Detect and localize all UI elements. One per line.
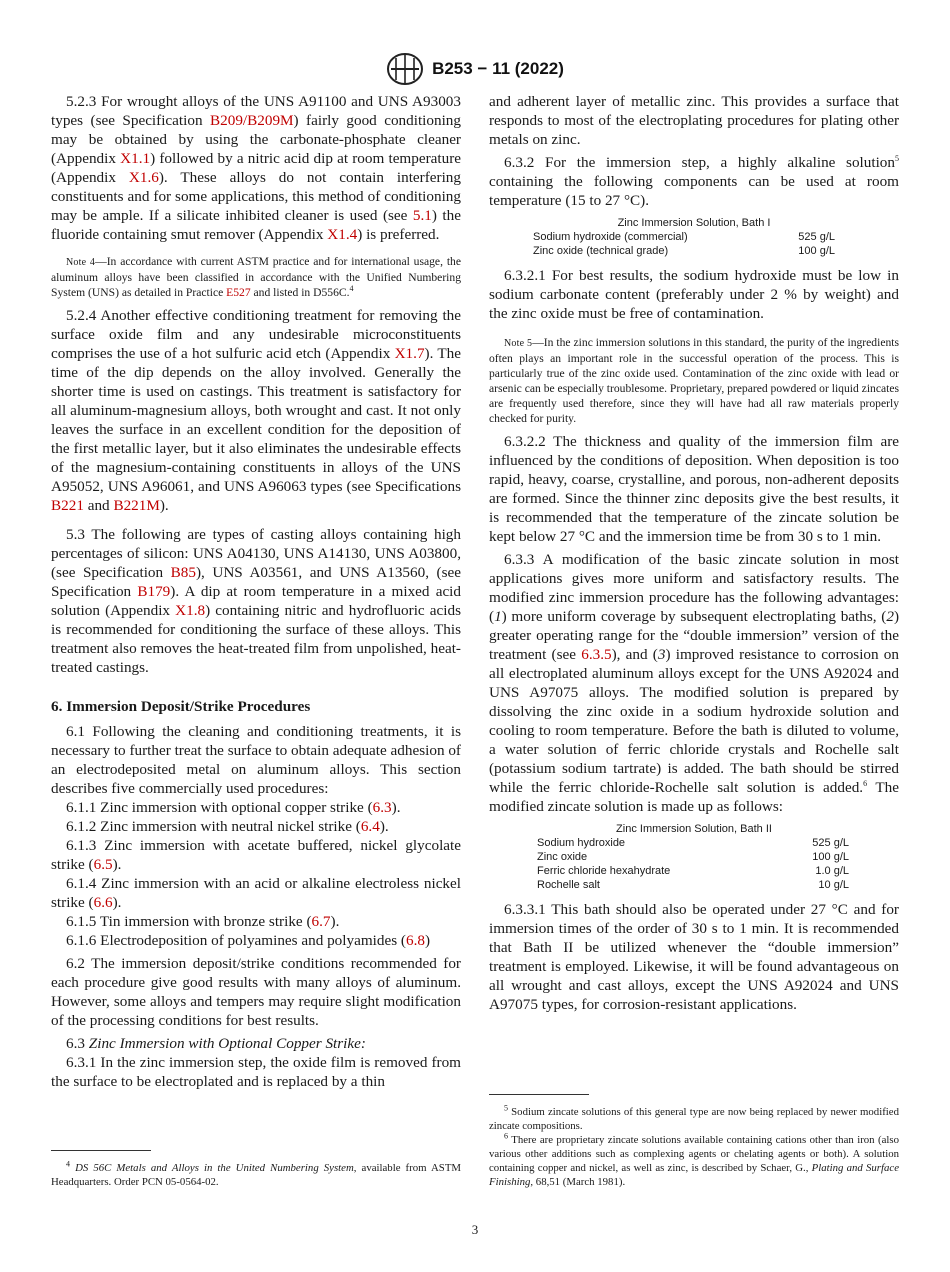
paragraph-6-1-1: 6.1.1 Zinc immersion with optional copper strike (6.3).: [66, 799, 401, 816]
paragraph-6-1: 6.1 Following the cleaning and conditioning treatments, it is necessary to further treat the surface to obtain adequate adhesion of an electrodeposited metal on aluminum alloys. This section describes five commercially used procedures:: [51, 723, 461, 797]
left-column: [51, 92, 461, 1091]
link-6-3-5[interactable]: 6.3.5: [581, 646, 612, 663]
note-5: Note 5—In the zinc immersion solutions in this standard, the purity of the ingredients often plays an important role in the successful operation of the process. This is particularly true of the zinc oxide used. Contamination of the zinc oxide with lead or arsenic can be especially troublesome. Proprietary, prepared powdered or liquid zincates are frequently used therefore, since they will have had all raw materials properly checked for purity.: [489, 336, 900, 425]
link-6-5[interactable]: 6.5: [93, 856, 113, 873]
paragraph-6-2: 6.2 The immersion deposit/strike conditions recommended for each procedure give good results with many alloys of aluminum. However, some alloys and tempers may require slight modification of the processing conditions for best results.: [51, 955, 461, 1029]
paragraph-6-3: 6.3 Zinc Immersion with Optional Copper Strike:: [66, 1035, 366, 1052]
bath-1-table: [489, 216, 899, 258]
footnote-rule: [51, 1150, 151, 1151]
footnote-rule: [489, 1094, 589, 1095]
astm-logo-icon: [386, 52, 424, 86]
bath-2-title: Zinc Immersion Solution, Bath II: [616, 823, 772, 835]
section-6-heading: 6. Immersion Deposit/Strike Procedures: [51, 698, 311, 715]
link-5-1[interactable]: 5.1: [412, 207, 432, 224]
link-6-7[interactable]: 6.7: [311, 913, 331, 930]
table-row: Ferric chloride hexahydrate 1.0 g/L: [537, 865, 849, 877]
paragraph-6-1-2: 6.1.2 Zinc immersion with neutral nickel strike (6.4).: [66, 818, 389, 835]
link-x1-1[interactable]: X1.1: [120, 150, 151, 167]
link-x1-6[interactable]: X1.6: [128, 169, 159, 186]
link-x1-8[interactable]: X1.8: [175, 602, 206, 619]
table-row: Sodium hydroxide (commercial) 525 g/L: [533, 231, 835, 243]
paragraph-6-3-2: 6.3.2 For the immersion step, a highly alkaline solution$^5$ containing the following components can be used at room temperature (15 to 27 °C).: [489, 153, 899, 209]
paragraph-6-1-5: 6.1.5 Tin immersion with bronze strike (6.7).: [66, 913, 340, 930]
paragraph-6-3-3-1: 6.3.3.1 This bath should also be operated under 27 °C and for immersion times of the order of 30 s to 1 min. It is recommended that Bath II be utilized whenever the “double immersion” treatment is employed. Likewise, it will be found advantageous on all wrought and cast alloys, except the UNS A92024 and UNS A97075 types, for corrosion-resistant applications.: [489, 901, 899, 1013]
paragraph-6-3-2-1: 6.3.2.1 For best results, the sodium hydroxide must be low in sodium carbonate content (preferably under 2 % by weight) and the zinc oxide must be free of contamination.: [489, 267, 899, 322]
paragraph-6-1-4: 6.1.4 Zinc immersion with an acid or alkaline electroless nickel strike (6.6).: [51, 875, 461, 911]
table-row: Rochelle salt 10 g/L: [537, 879, 849, 891]
footnote-6: $^6$ There are proprietary zincate solutions available containing cations other than iron (also various other additions such as complexing agents or chelating agents or both). A solution containing copper and nickel, as well as zinc, is described by Schaer, G., Plating and Surface Finishing, 68,51 (March 1981).: [489, 1131, 899, 1188]
footnote-5: $^5$ Sodium zincate solutions of this general type are now being replaced by newer modified zincate compositions.: [489, 1103, 899, 1132]
paragraph-6-1-6: 6.1.6 Electrodeposition of polyamines and polyamides (6.8): [66, 932, 431, 949]
link-b179[interactable]: B179: [137, 583, 171, 600]
footnote-area-right: [489, 1094, 899, 1189]
page-number: 3: [471, 1222, 479, 1237]
paragraph-5-2-4: 5.2.4 Another effective conditioning treatment for removing the surface oxide film and any undesirable microconstituents comprises the use of a hot sulfuric acid etch (Appendix X1.7). The time of the dip depends on the alloy involved. Generally the shorter time is used on castings. This treatment is satisfactory for all aluminum-magnesium alloys, both wrought and cast. It not only leaves the surface in an excellent condition for the deposition of the first metallic layer, but it also eliminates the undesirable effects of the magnesium-containing constituents in alloys of the UNS A95052, UNS A96061, and UNS A96063 types (see Specifications B221 and B221M).: [51, 307, 461, 514]
link-x1-4[interactable]: X1.4: [327, 226, 358, 243]
right-column: [489, 92, 899, 1014]
standard-designation: B253 − 11 (2022): [432, 59, 564, 78]
bath-2-table: [489, 822, 899, 892]
paragraph-6-3-1: 6.3.1 In the zinc immersion step, the oxide film is removed from the surface to be electroplated and is replaced by a thin: [51, 1054, 461, 1090]
bath-1-title: Zinc Immersion Solution, Bath I: [617, 217, 771, 229]
paragraph-5-3: 5.3 The following are types of casting alloys containing high percentages of silicon: UNS A04130, UNS A14130, UNS A03800, (see Specification B85), UNS A03561, and UNS A13560, (see Specification B179). A dip at room temperature in a mixed acid solution (Appendix X1.8) containing nitric and hydrofluoric acids is recommended for conditioning the surface of these alloys. This treatment also removes the heat-treated film from unpolished, heat-treated castings.: [51, 526, 461, 676]
footnote-4: $^4$ DS 56C Metals and Alloys in the United Numbering System, available from ASTM Headquarters. Order PCN 05-0564-02.: [51, 1159, 462, 1188]
table-row: Sodium hydroxide 525 g/L: [537, 837, 849, 849]
paragraph-6-3-2-2: 6.3.2.2 The thickness and quality of the immersion film are influenced by the conditions of deposition. When deposition is too rapid, heavy, coarse, crystalline, and porous, non-adherent deposits are formed. Since the thinner zinc deposits give the best results, it is recommended that the temperature of the zincate solution be kept below 27 °C and the immersion time be from 30 s to 1 min.: [489, 433, 899, 545]
link-b85[interactable]: B85: [170, 564, 196, 581]
link-e527[interactable]: E527: [226, 286, 251, 299]
page-header: [0, 52, 950, 86]
link-6-4[interactable]: 6.4: [360, 818, 380, 835]
footnote-area-left: [51, 1150, 461, 1189]
note-4: Note 4—In accordance with current ASTM practice and for international usage, the aluminum alloys have been classified in accordance with the Unified Numbering System (UNS) as detailed in Practice E527 and listed in D556C.$^4$: [51, 255, 461, 299]
table-row: Zinc oxide (technical grade) 100 g/L: [533, 245, 835, 257]
link-6-8[interactable]: 6.8: [405, 932, 425, 949]
link-6-6[interactable]: 6.6: [93, 894, 113, 911]
link-x1-7[interactable]: X1.7: [394, 345, 425, 362]
link-b221m[interactable]: B221M: [113, 497, 160, 514]
paragraph-6-3-3: 6.3.3 A modification of the basic zincate solution in most applications gives more uniform and satisfactory results. The modified zinc immersion procedure has the following advantages: (1) more uniform coverage by subsequent electroplating baths, (2) greater operating range for the “double immersion” version of the treatment (see 6.3.5), and (3) improved resistance to corrosion on all electroplated aluminum alloys except for the UNS A92024 and UNS A97075 alloys. The modified solution is prepared by dissolving the zinc oxide in a sodium hydroxide solution and cooling to room temperature. Before the bath is diluted to volume, a water solution of ferric chloride crystals and Rochelle salt (potassium sodium tartrate) is added. The bath should be stirred while the ferric chloride-Rochelle salt solution is added.$^6$ The modified zincate solution is made up as follows:: [489, 551, 899, 815]
link-6-3[interactable]: 6.3: [372, 799, 392, 816]
paragraph-6-1-3: 6.1.3 Zinc immersion with acetate buffered, nickel glycolate strike (6.5).: [51, 837, 461, 873]
paragraph-5-2-3: 5.2.3 For wrought alloys of the UNS A91100 and UNS A93003 types (see Specification B209/B209M) fairly good conditioning may be obtained by using the carbonate-phosphate cleaner (Appendix X1.1) followed by a nitric acid dip at room temperature (Appendix X1.6). These alloys do not contain interfering constituents and for some applications, this method of conditioning may be ample. If a silicate inhibited cleaner is used (see 5.1) the fluoride containing smut remover (Appendix X1.4) is preferred.: [51, 93, 461, 243]
table-row: Zinc oxide 100 g/L: [537, 851, 849, 863]
link-b221[interactable]: B221: [51, 497, 84, 514]
paragraph-6-3-1-continued: and adherent layer of metallic zinc. This provides a surface that responds to most of the electroplating procedures for plating other metals on zinc.: [489, 93, 899, 148]
link-b209[interactable]: B209/B209M: [210, 112, 294, 129]
